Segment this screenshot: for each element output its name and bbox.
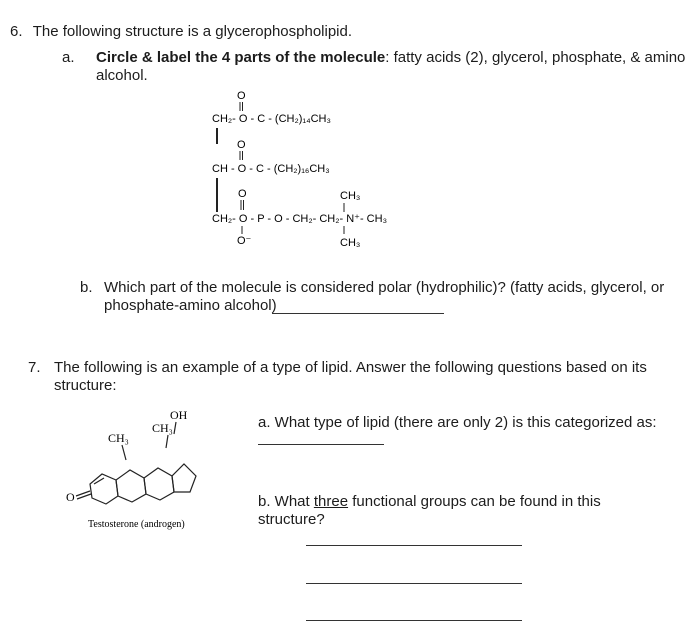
row1-carbonyl-o: O	[237, 90, 246, 102]
q6-header	[10, 22, 352, 41]
q7a-answer-blank[interactable]	[258, 444, 384, 445]
q7-number: 7.	[28, 359, 41, 376]
oh-label: OH	[170, 408, 188, 422]
ketone-o-label: O	[66, 490, 75, 504]
q7b-answer-blank-2[interactable]	[306, 583, 522, 584]
q7-line1: The following is an example of a type of lipid. Answer the following questions based on its	[54, 359, 647, 376]
q6a-label: a.	[62, 49, 75, 66]
q7b-line2: structure?	[258, 511, 325, 528]
q6b-line1: Which part of the molecule is considered polar (hydrophilic)? (fatty acids, glycerol, or	[104, 279, 665, 296]
q6b-label: b.	[80, 279, 93, 296]
methyl-bottom: CH₃	[340, 237, 361, 249]
q6a-bold: Circle & label the 4 parts of the molecule	[96, 49, 386, 66]
q6a-line1	[96, 48, 686, 67]
row3-phosphate-choline: CH₂- O - P - O - CH₂- CH₂- N⁺- CH₃	[212, 213, 388, 225]
steroid-caption: Testosterone (androgen)	[88, 519, 185, 530]
ch3-left-label: CH₃	[108, 431, 129, 445]
q6a-rest1: : fatty acids (2), glycerol, phosphate, & amino	[385, 49, 686, 66]
q7b-pre: b. What	[258, 493, 314, 510]
glycerophospholipid-structure	[200, 84, 400, 254]
row3-phosphoryl-o: O	[238, 188, 247, 200]
methyl-top: CH₃	[340, 190, 361, 202]
q6-number: 6.	[10, 23, 23, 40]
testosterone-structure	[58, 400, 238, 540]
phosphate-o-minus: O⁻	[237, 235, 252, 247]
q6b-line2-text: phosphate-amino alcohol)	[104, 297, 277, 314]
q7b-underlined: three	[313, 493, 349, 510]
q7b-answer-blank-3[interactable]	[306, 620, 522, 621]
row1-ester: CH₂- O - C - (CH₂)₁₄CH₃	[212, 113, 331, 125]
row2-carbonyl-o: O	[237, 139, 246, 151]
q6b-line2	[104, 296, 277, 315]
q7a-text: a. What type of lipid (there are only 2) is this categorized as:	[258, 414, 657, 431]
q7b-line1	[258, 492, 688, 511]
q7-line2: structure:	[54, 377, 117, 394]
q7b-answer-blank-1[interactable]	[306, 545, 522, 546]
q6-text: The following structure is a glycerophospholipid.	[32, 23, 353, 40]
row2-ester: CH - O - C - (CH₂)₁₆CH₃	[212, 163, 330, 175]
q6b-answer-blank[interactable]	[272, 313, 444, 314]
q6a-rest2: alcohol.	[96, 67, 148, 84]
ch3-top-label: CH₃	[152, 421, 173, 435]
q7b-post: functional groups can be found in this	[348, 493, 601, 510]
